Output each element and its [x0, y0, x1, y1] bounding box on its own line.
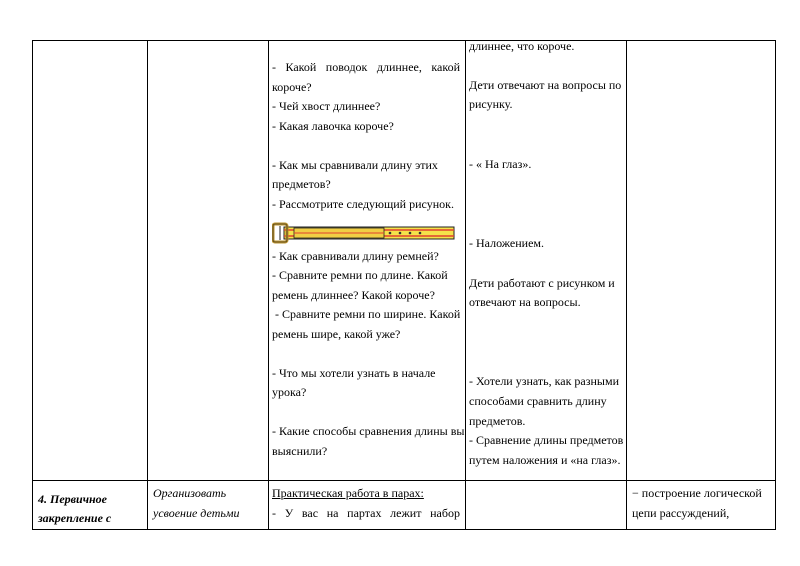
text-line: - Что мы хотели узнать в начале: [272, 366, 436, 380]
text-line: путем наложения и «на глаз».: [469, 453, 621, 467]
text-line: закрепление с: [38, 511, 112, 525]
text-line: - Какой поводок длиннее, какой: [272, 60, 460, 74]
text-line: - Сравните ремни по длине. Какой: [272, 268, 448, 282]
text-line: - Какие способы сравнения длины вы: [272, 424, 465, 438]
text-line: короче?: [272, 80, 312, 94]
text-line: − построение логической: [632, 486, 762, 500]
text-line: отвечают на вопросы.: [469, 295, 581, 309]
text-line: ремень длиннее? Какой короче?: [272, 288, 435, 302]
text-line: 4. Первичное: [38, 492, 107, 506]
text-line: - « На глаз».: [469, 157, 532, 171]
text-line: - У вас на партах лежит набор: [272, 506, 460, 520]
text-line: Организовать: [153, 486, 227, 500]
text-line: - Как сравнивали длину ремней?: [272, 249, 439, 263]
text-line: усвоение детьми: [153, 506, 240, 520]
text-line: - Наложением.: [469, 236, 545, 250]
text-line: длиннее, что короче.: [469, 39, 575, 53]
text-line: - Какая лавочка короче?: [272, 119, 394, 133]
text-line: Дети работают с рисунком и: [469, 276, 615, 290]
text-line: цепи рассуждений,: [632, 506, 730, 520]
text-line: - Хотели узнать, как разными: [469, 374, 619, 388]
text-line: предметов?: [272, 177, 331, 191]
text-line: Дети отвечают на вопросы по: [469, 78, 622, 92]
text-line: - Как мы сравнивали длину этих: [272, 158, 438, 172]
text-line: рисунку.: [469, 97, 513, 111]
text-line: ремень шире, какой уже?: [272, 327, 401, 341]
text-line: - Рассмотрите следующий рисунок.: [272, 197, 454, 211]
belts-illustration: [272, 222, 457, 244]
text-line: урока?: [272, 385, 307, 399]
text-line: выяснили?: [272, 444, 328, 458]
practical-title: Практическая работа в парах:: [272, 486, 424, 500]
text-line: способами сравнить длину: [469, 394, 607, 408]
text-line: - Сравните ремни по ширине. Какой: [272, 307, 461, 321]
text-line: - Чей хвост длиннее?: [272, 99, 381, 113]
text-line: предметов.: [469, 414, 526, 428]
text-line: - Сравнение длины предметов: [469, 433, 624, 447]
